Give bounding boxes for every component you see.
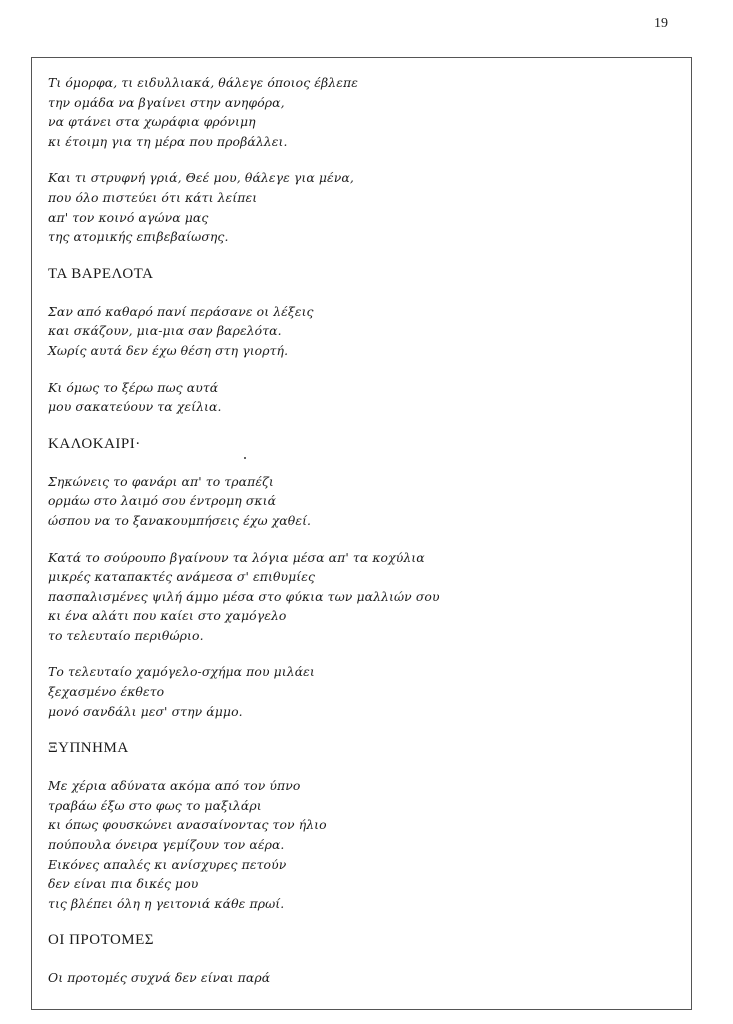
verse-line: ορμάω στο λαιμό σου έντρομη σκιά bbox=[48, 493, 277, 509]
page-number: 19 bbox=[654, 16, 668, 31]
verse-line: Το τελευταίο χαμόγελο-σχήμα που μιλάει bbox=[48, 664, 315, 680]
verse-line: τραβάω έξω στο φως το μαξιλάρι bbox=[48, 797, 262, 813]
verse-line: την ομάδα να βγαίνει στην ανηφόρα, bbox=[48, 94, 285, 110]
verse-line: Οι προτομές συχνά δεν είναι παρά bbox=[48, 970, 271, 986]
verse-line: ξεχασμένο έκθετο bbox=[48, 684, 165, 700]
verse-line: Σηκώνεις το φανάρι απ' το τραπέζι bbox=[48, 473, 274, 489]
stanza bbox=[48, 472, 688, 531]
poem-content bbox=[48, 73, 688, 1005]
stanza bbox=[48, 168, 688, 246]
stanza bbox=[48, 548, 688, 646]
stanza bbox=[48, 776, 688, 913]
verse-line: μου σακατεύουν τα χείλια. bbox=[48, 399, 222, 415]
verse-line: να φτάνει στα χωράφια φρόνιμη bbox=[48, 114, 256, 130]
verse-line: κι ένα αλάτι που καίει στο χαμόγελο bbox=[48, 608, 287, 624]
poem-section bbox=[48, 738, 688, 913]
verse-line: Κι όμως το ξέρω πως αυτά bbox=[48, 379, 219, 395]
poem-title: ΟΙ ΠΡΟΤΟΜΕΣ bbox=[48, 932, 155, 949]
verse-line: της ατομικής επιβεβαίωσης. bbox=[48, 229, 229, 245]
verse-line: κι έτοιμη για τη μέρα που προβάλλει. bbox=[48, 133, 288, 149]
stanza bbox=[48, 662, 688, 721]
poem-title: ΤΑ ΒΑΡΕΛΟΤΑ bbox=[48, 265, 154, 282]
verse-line: μικρές καταπακτές ανάμεσα σ' επιθυμίες bbox=[48, 569, 316, 585]
poem-section bbox=[48, 434, 688, 722]
verse-line: κι όπως φουσκώνει ανασαίνοντας τον ήλιο bbox=[48, 817, 327, 833]
verse-line: Εικόνες απαλές κι ανίσχυρες πετούν bbox=[48, 856, 287, 872]
verse-line: Και τι στρυφνή γριά, Θεέ μου, θάλεγε για μένα, bbox=[48, 170, 354, 186]
verse-line: μονό σανδάλι μεσ' στην άμμο. bbox=[48, 703, 243, 719]
poem-section bbox=[48, 264, 688, 417]
verse-line: Κατά το σούρουπο βγαίνουν τα λόγια μέσα απ' τα κοχύλια bbox=[48, 549, 425, 565]
poem-title: ΞΥΠΝΗΜΑ bbox=[48, 740, 129, 757]
poem-title: ΚΑΛΟΚΑΙΡΙ· bbox=[48, 435, 141, 452]
verse-line: που όλο πιστεύει ότι κάτι λείπει bbox=[48, 189, 258, 205]
verse-line: πούπουλα όνειρα γεμίζουν τον αέρα. bbox=[48, 837, 285, 853]
stanza bbox=[48, 968, 688, 988]
verse-line: Χωρίς αυτά δεν έχω θέση στη γιορτή. bbox=[48, 342, 289, 358]
verse-line: τις βλέπει όλη η γειτονιά κάθε πρωί. bbox=[48, 895, 285, 911]
stanza bbox=[48, 73, 688, 151]
verse-line: Με χέρια αδύνατα ακόμα από τον ύπνο bbox=[48, 778, 301, 794]
verse-line: Τι όμορφα, τι ειδυλλιακά, θάλεγε όποιος έβλεπε bbox=[48, 75, 358, 90]
verse-line: ώσπου να το ξανακουμπήσεις έχω χαθεί. bbox=[48, 512, 312, 528]
poem-section bbox=[48, 930, 688, 988]
verse-line: το τελευταίο περιθώριο. bbox=[48, 627, 204, 643]
stanza bbox=[48, 302, 688, 361]
verse-line: δεν είναι πια δικές μου bbox=[48, 876, 199, 892]
verse-line: πασπαλισμένες ψιλή άμμο μέσα στο φύκια των μαλλιών σου bbox=[48, 588, 440, 604]
verse-line: απ' τον κοινό αγώνα μας bbox=[48, 209, 209, 225]
verse-line: Σαν από καθαρό πανί περάσανε οι λέξεις bbox=[48, 303, 314, 319]
poem-section bbox=[48, 73, 688, 247]
stanza bbox=[48, 378, 688, 417]
verse-line: και σκάζουν, μια-μια σαν βαρελότα. bbox=[48, 323, 282, 339]
